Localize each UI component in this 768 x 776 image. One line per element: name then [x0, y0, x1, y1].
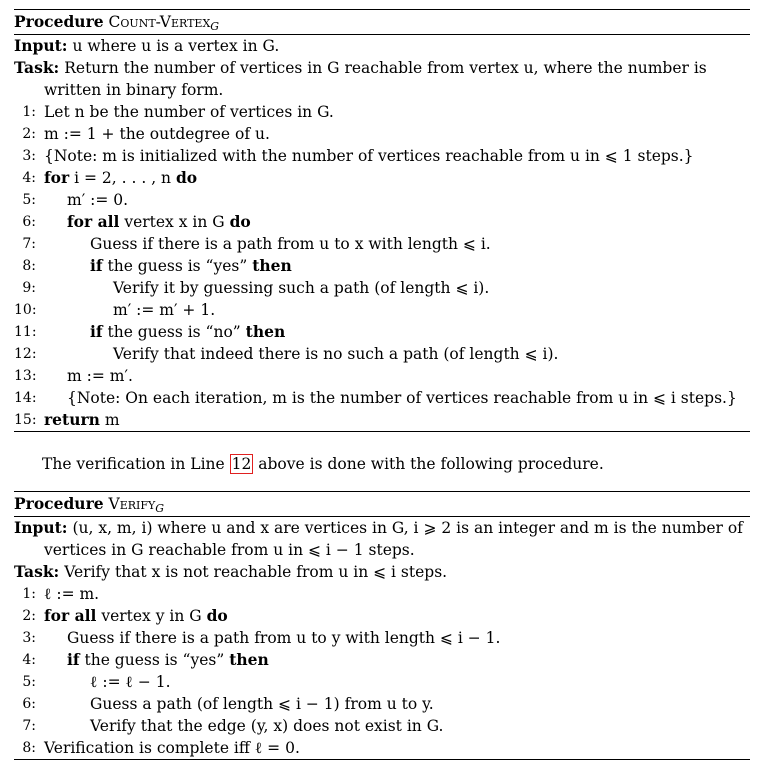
algorithm-line — [14, 583, 750, 605]
line-content — [67, 627, 750, 649]
algorithm-line — [14, 671, 750, 693]
algorithm-line — [14, 299, 750, 321]
line-content — [90, 321, 750, 343]
algorithm-line — [14, 233, 750, 255]
line-text: ℓ := m. — [44, 585, 100, 603]
paragraph-text-before: The verification in Line — [42, 455, 230, 473]
line-number: 11: — [14, 324, 37, 340]
line-content — [90, 693, 750, 715]
line-content — [67, 387, 750, 409]
line-content — [44, 409, 750, 431]
line-text: Let n be the number of vertices in G. — [44, 103, 334, 121]
keyword: return — [44, 410, 100, 429]
keyword: for — [44, 168, 70, 187]
line-text: i = 2, . . . , n — [69, 169, 176, 187]
line-text: vertex x in G — [119, 213, 230, 231]
line-content — [67, 649, 750, 671]
line-number: 6: — [22, 214, 36, 230]
algorithm-line — [14, 715, 750, 737]
line-number: 13: — [14, 368, 37, 384]
keyword: then — [229, 650, 269, 669]
line-number: 3: — [22, 630, 36, 646]
algorithm-line — [14, 101, 750, 123]
line-number: 5: — [22, 674, 36, 690]
line-text: the guess is “no” — [102, 323, 246, 341]
keyword: do — [229, 212, 251, 231]
line-text: Verify that indeed there is no such a path (of length ⩽ i). — [113, 345, 559, 363]
algorithm-lines — [14, 583, 750, 759]
line-content — [44, 583, 750, 605]
line-content — [113, 343, 750, 365]
line-content — [113, 277, 750, 299]
procedure-subscript: G — [210, 20, 220, 33]
line-content — [44, 123, 750, 145]
algorithm-header — [14, 492, 750, 516]
algorithm-line — [14, 627, 750, 649]
line-text: Guess if there is a path from u to y with length ⩽ i − 1. — [67, 629, 501, 647]
algorithm-line — [14, 145, 750, 167]
algorithm-line — [14, 343, 750, 365]
algorithm-verify — [14, 491, 750, 760]
line-content — [67, 189, 750, 211]
task-line — [14, 561, 750, 583]
line-number: 4: — [22, 652, 36, 668]
line-text: the guess is “yes” — [102, 257, 253, 275]
procedure-name: Verify — [108, 495, 156, 513]
keyword: then — [245, 322, 286, 341]
line-number: 10: — [14, 302, 37, 318]
keyword: if — [90, 256, 103, 275]
algorithm-count-vertex — [14, 9, 750, 432]
line-number: 3: — [22, 148, 36, 164]
line-text: Verify it by guessing such a path (of length ⩽ i). — [113, 279, 490, 297]
algorithm-line — [14, 649, 750, 671]
task-label: Task: — [14, 562, 60, 581]
line-text: m′ := m′ + 1. — [113, 301, 216, 319]
line-number: 5: — [22, 192, 36, 208]
task-line — [14, 57, 750, 101]
task-text: Verify that x is not reachable from u in ⩽ i steps. — [64, 563, 448, 581]
line-content — [44, 167, 750, 189]
line-content — [67, 211, 750, 233]
line-reference-link[interactable]: 12 — [231, 455, 252, 473]
algorithm-line — [14, 321, 750, 343]
input-line — [14, 35, 750, 57]
line-content — [113, 299, 750, 321]
line-content — [90, 715, 750, 737]
procedure-subscript: G — [155, 502, 165, 515]
algorithm-line — [14, 211, 750, 233]
line-content — [44, 145, 750, 167]
procedure-label: Procedure — [14, 12, 104, 31]
line-number: 12: — [14, 346, 37, 362]
keyword: for all — [44, 606, 97, 625]
line-number: 15: — [14, 412, 37, 428]
line-content — [44, 605, 750, 627]
task-label: Task: — [14, 58, 60, 77]
line-content — [90, 255, 750, 277]
keyword: for all — [67, 212, 120, 231]
line-content — [90, 233, 750, 255]
verification-paragraph — [42, 453, 604, 475]
line-text: m := m′. — [67, 367, 133, 385]
algorithm-line — [14, 693, 750, 715]
line-number: 9: — [22, 280, 36, 296]
line-text: m := 1 + the outdegree of u. — [44, 125, 270, 143]
input-label: Input: — [14, 36, 68, 55]
input-line — [14, 517, 750, 561]
line-number: 2: — [22, 126, 36, 142]
algorithm-header — [14, 10, 750, 34]
algorithm-line — [14, 255, 750, 277]
keyword: do — [206, 606, 228, 625]
procedure-label: Procedure — [14, 494, 104, 513]
keyword: if — [67, 650, 80, 669]
line-text: Guess if there is a path from u to x with length ⩽ i. — [90, 235, 491, 253]
input-text: (u, x, m, i) where u and x are vertices in G, i ⩾ 2 is an integer and m is the number of vertices in G reachable from u in ⩽ i − 1 steps. — [44, 519, 743, 559]
line-content — [90, 671, 750, 693]
line-number: 4: — [22, 170, 36, 186]
input-label: Input: — [14, 518, 68, 537]
line-number: 14: — [14, 390, 37, 406]
algorithm-line — [14, 409, 750, 431]
bottom-rule — [14, 759, 750, 760]
algorithm-line — [14, 737, 750, 759]
line-text: {Note: m is initialized with the number of vertices reachable from u in ⩽ 1 steps.} — [44, 147, 694, 165]
line-text: the guess is “yes” — [79, 651, 230, 669]
task-text: Return the number of vertices in G reachable from vertex u, where the number is written in binary form. — [44, 59, 707, 99]
line-text: vertex y in G — [96, 607, 207, 625]
line-content — [44, 737, 750, 759]
paragraph-text-after: above is done with the following procedure. — [253, 455, 604, 473]
algorithm-line — [14, 365, 750, 387]
line-text: ℓ := ℓ − 1. — [90, 673, 171, 691]
keyword: if — [90, 322, 103, 341]
line-number: 8: — [22, 258, 36, 274]
line-number: 1: — [22, 104, 36, 120]
algorithm-line — [14, 189, 750, 211]
line-content — [67, 365, 750, 387]
line-text: m′ := 0. — [67, 191, 129, 209]
line-number: 7: — [22, 718, 36, 734]
algorithm-line — [14, 277, 750, 299]
line-number: 2: — [22, 608, 36, 624]
line-text: Verification is complete iff ℓ = 0. — [44, 739, 300, 757]
line-text: {Note: On each iteration, m is the number of vertices reachable from u in ⩽ i steps.} — [67, 389, 737, 407]
keyword: do — [175, 168, 198, 187]
line-text: m — [99, 411, 120, 429]
line-number: 1: — [22, 586, 36, 602]
line-content — [44, 101, 750, 123]
algorithm-line — [14, 123, 750, 145]
keyword: then — [252, 256, 292, 275]
line-text: Guess a path (of length ⩽ i − 1) from u to y. — [90, 695, 434, 713]
bottom-rule — [14, 431, 750, 432]
algorithm-lines — [14, 101, 750, 431]
algorithm-line — [14, 387, 750, 409]
line-number: 6: — [22, 696, 36, 712]
line-text: Verify that the edge (y, x) does not exist in G. — [90, 717, 444, 735]
procedure-name: Count-Vertex — [108, 13, 211, 31]
line-number: 7: — [22, 236, 36, 252]
line-number: 8: — [22, 740, 36, 756]
algorithm-line — [14, 167, 750, 189]
input-text: u where u is a vertex in G. — [72, 37, 280, 55]
algorithm-line — [14, 605, 750, 627]
